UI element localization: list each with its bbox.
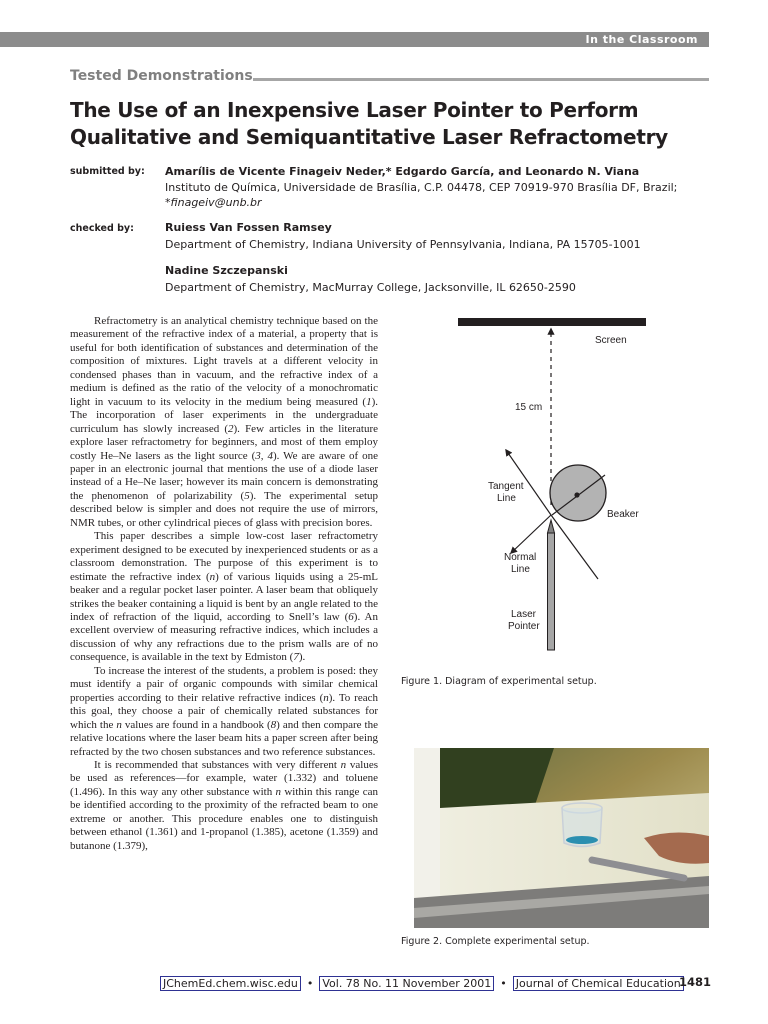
affiliation-text: Instituto de Química, Universidade de Brasília, C.P. 04478, CEP 70919-970 Brasília DF, Brazil;	[165, 181, 678, 194]
screen-bar	[458, 318, 646, 326]
article-title	[70, 97, 710, 151]
kicker-rule	[253, 78, 709, 81]
distance-label: 15 cm	[515, 402, 543, 413]
footer-bullet: •	[306, 977, 314, 990]
article-body	[70, 315, 378, 853]
paragraph-2: This paper describes a simple low-cost laser refractometry experiment designed to be executed by inexperienced students or as a classroom demonstration. The purpose of this experiment is to estimate the refractive index (n) of various liquids using a 25-mL beaker and a regular pocket laser pointer. A laser beam that obliquely strikes the beaker containing a liquid is bent by an angle related to the index of refraction of the liquid, according to Snell’s law (6). An excellent overview of measuring refractive indices, which includes a discussion of why any refractions due to the prism walls are of no consequence, is available in the text by Edmiston (7).	[70, 530, 378, 664]
author-email[interactable]: *finageiv@unb.br	[165, 196, 262, 209]
tangent-label-1: Tangent	[488, 481, 524, 492]
checker-affiliation-2: Department of Chemistry, MacMurray College, Jacksonville, IL 62650-2590	[165, 281, 576, 294]
laser-pointer-body	[548, 533, 555, 650]
laser-pointer-tip	[548, 520, 555, 533]
footer	[160, 976, 684, 991]
kicker-heading: Tested Demonstrations	[70, 68, 253, 84]
normal-label-2: Line	[511, 564, 530, 575]
figure-1-diagram	[398, 315, 708, 660]
author-names: Amarílis de Vicente Finageiv Neder,* Edgardo García, and Leonardo N. Viana	[165, 165, 640, 178]
tangent-label-2: Line	[497, 493, 516, 504]
paragraph-4: It is recommended that substances with very different n values be used as references—for example, water (1.332) and toluene (1.496). In this way any other substance with n within this range can be identified according to the proximity of the refracted beam to one extreme or another. This procedure enables one to distinguish between ethanol (1.361) and 1-propanol (1.385), acetone (1.359) and butanone (1.379),	[70, 758, 379, 852]
author-affiliation	[165, 180, 710, 210]
tangent-line-extension	[551, 515, 598, 579]
figure-2-photo	[414, 748, 709, 928]
checked-by-label: checked by:	[70, 223, 134, 234]
laser-label-1: Laser	[511, 609, 537, 620]
footer-journal-link[interactable]: Journal of Chemical Education	[513, 976, 684, 991]
section-label: In the Classroom	[582, 32, 703, 47]
checker-name-1: Ruiess Van Fossen Ramsey	[165, 221, 332, 234]
laser-label-2: Pointer	[508, 621, 540, 632]
title-line-2: Qualitative and Semiquantitative Laser Refractometry	[70, 125, 668, 149]
paragraph-1: Refractometry is an analytical chemistry technique based on the measurement of the refractive index of a material, a property that is useful for both identification of substances and determination of the composition of mixtures. Light travels at a different velocity in condensed phases than in vacuum, and the refractive index of a medium is defined as the ratio of the velocity of a monochromatic light in vacuum to its velocity in the medium being measured (1). The incorporation of laser experiments in the undergraduate curriculum has slowly increased (2). Few articles in the literature explore laser refractometry for beginners, and most of them employ costly He–Ne lasers as the light source (3, 4). We are aware of one paper in an electronic journal that mentions the use of a diode laser instead of a He–Ne laser; however its main concern is demonstrating the phenomenon of polarizability (5). The experimental setup described below is simpler and does not require the use of mirrors, NMR tubes, or other cylindrical pieces of glass with precision bores.	[70, 315, 379, 529]
submitted-by-label: submitted by:	[70, 166, 145, 177]
normal-label-1: Normal	[504, 552, 537, 563]
footer-volume-link[interactable]: Vol. 78 No. 11 November 2001	[319, 976, 494, 991]
checker-name-2: Nadine Szczepanski	[165, 264, 288, 277]
screen-label: Screen	[595, 335, 627, 346]
figure-1-caption: Figure 1. Diagram of experimental setup.	[401, 676, 597, 687]
photo-illustration	[414, 748, 709, 928]
page-number: 1481	[679, 975, 712, 989]
beaker-label: Beaker	[607, 509, 639, 520]
checker-affiliation-1: Department of Chemistry, Indiana University of Pennsylvania, Indiana, PA 15705-1001	[165, 238, 641, 251]
figure-2-caption: Figure 2. Complete experimental setup.	[401, 936, 590, 947]
paragraph-3: To increase the interest of the students, a problem is posed: they must identify a pair of organic compounds with similar chemical properties according to their relative refractive indices (n). To reach this goal, they choose a pair of chemically related substances for which the n values are found in a handbook (8) and then compare the relative locations where the laser beam hits a paper screen after being refracted by the two chosen substances and two reference substances.	[70, 664, 378, 758]
footer-bullet: •	[500, 977, 507, 990]
section-bar	[0, 32, 709, 47]
normal-line	[511, 515, 551, 553]
title-line-1: The Use of an Inexpensive Laser Pointer to Perform	[70, 98, 639, 122]
footer-url-link[interactable]: JChemEd.chem.wisc.edu	[160, 976, 301, 991]
